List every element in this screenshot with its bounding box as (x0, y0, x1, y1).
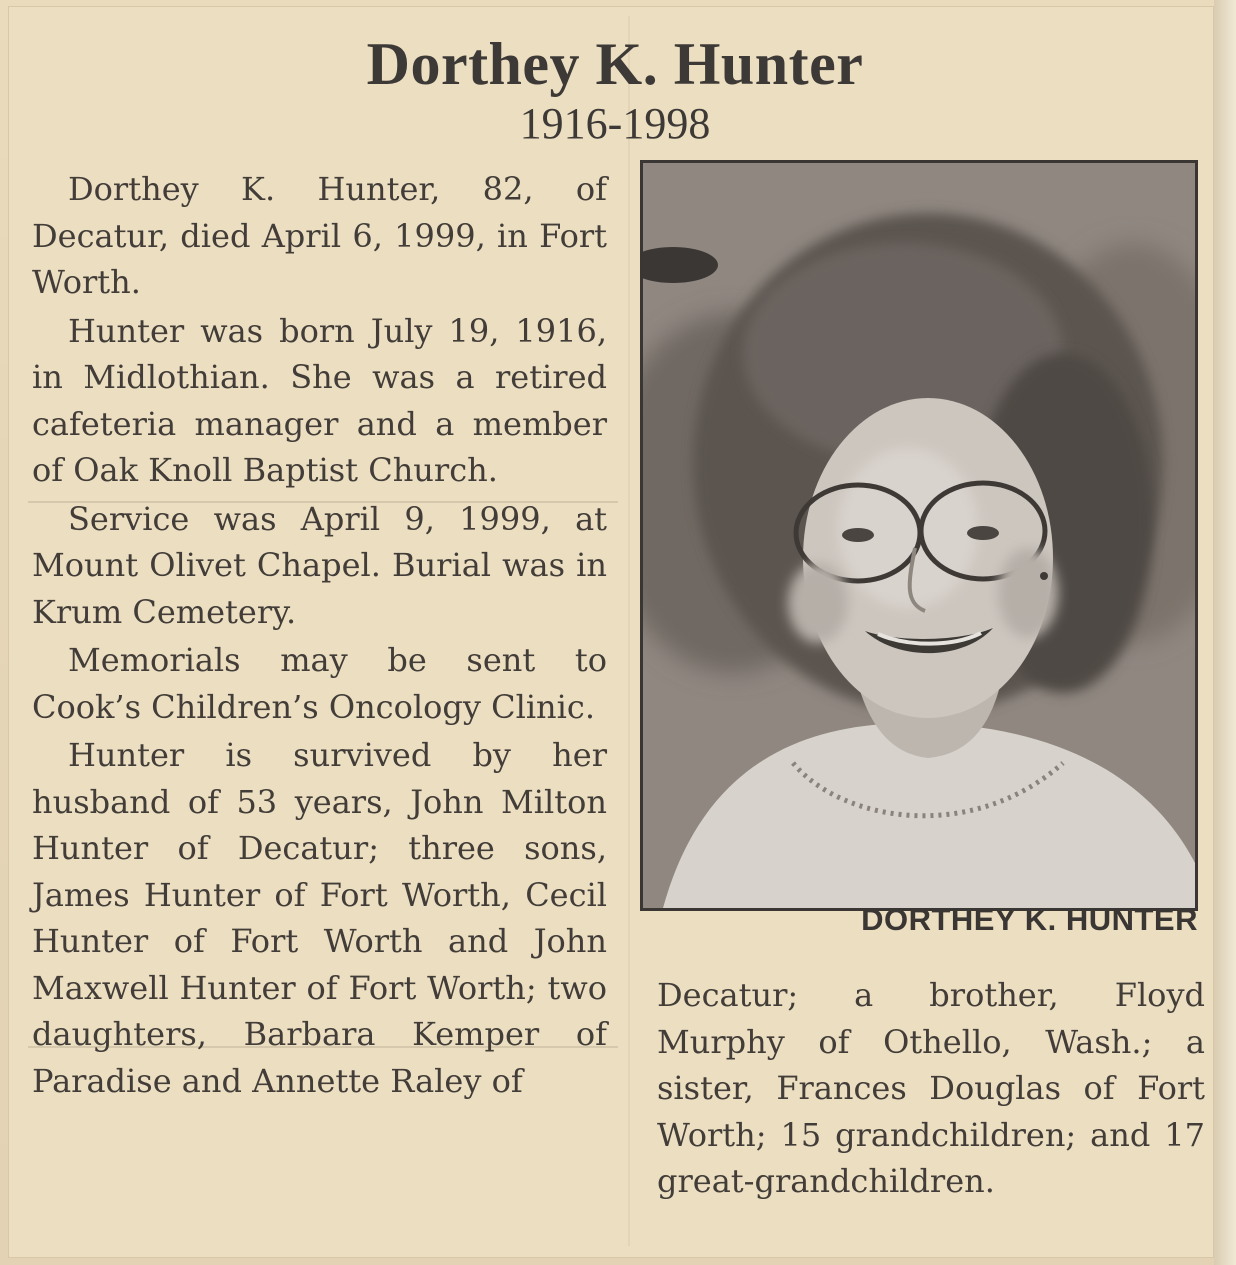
obituary-body-right-column (657, 972, 1205, 1207)
obituary-title: Dorthey K. Hunter (366, 31, 864, 97)
portrait-photo (640, 160, 1198, 911)
portrait-image (643, 163, 1195, 908)
obituary-paragraph: Dorthey K. Hunter, 82, of Decatur, died April 6, 1999, in Fort Worth. (32, 170, 607, 301)
background-edge (1214, 0, 1236, 1265)
photo-caption: DORTHEY K. HUNTER (861, 902, 1198, 937)
obituary-years: 1916-1998 (519, 99, 711, 148)
obituary-paragraph-continuation: Decatur; a brother, Floyd Murphy of Othello, Wash.; a sister, Frances Douglas of Fort Worth; 15 grandchildren; and 17 great-grandchildren. (657, 976, 1205, 1200)
obituary-paragraph: Service was April 9, 1999, at Mount Olivet Chapel. Burial was in Krum Cemetery. (32, 499, 607, 631)
obituary-paragraph: Memorials may be sent to Cook’s Children’s Oncology Clinic. (32, 641, 607, 726)
obituary-body-left-column (32, 166, 607, 1106)
bleed-rule (628, 16, 630, 1246)
obituary-paragraph: Hunter was born July 19, 1916, in Midlothian. She was a retired cafeteria manager and a member of Oak Knoll Baptist Church. (32, 311, 607, 489)
obituary-paragraph: Hunter is survived by her husband of 53 years, John Milton Hunter of Decatur; three sons, James Hunter of Fort Worth, Cecil Hunter of Fort Worth and John Maxwell Hunter of Fort Worth; two daughters, Barbara Kemper of Paradise and Annette Raley of (32, 736, 607, 1100)
